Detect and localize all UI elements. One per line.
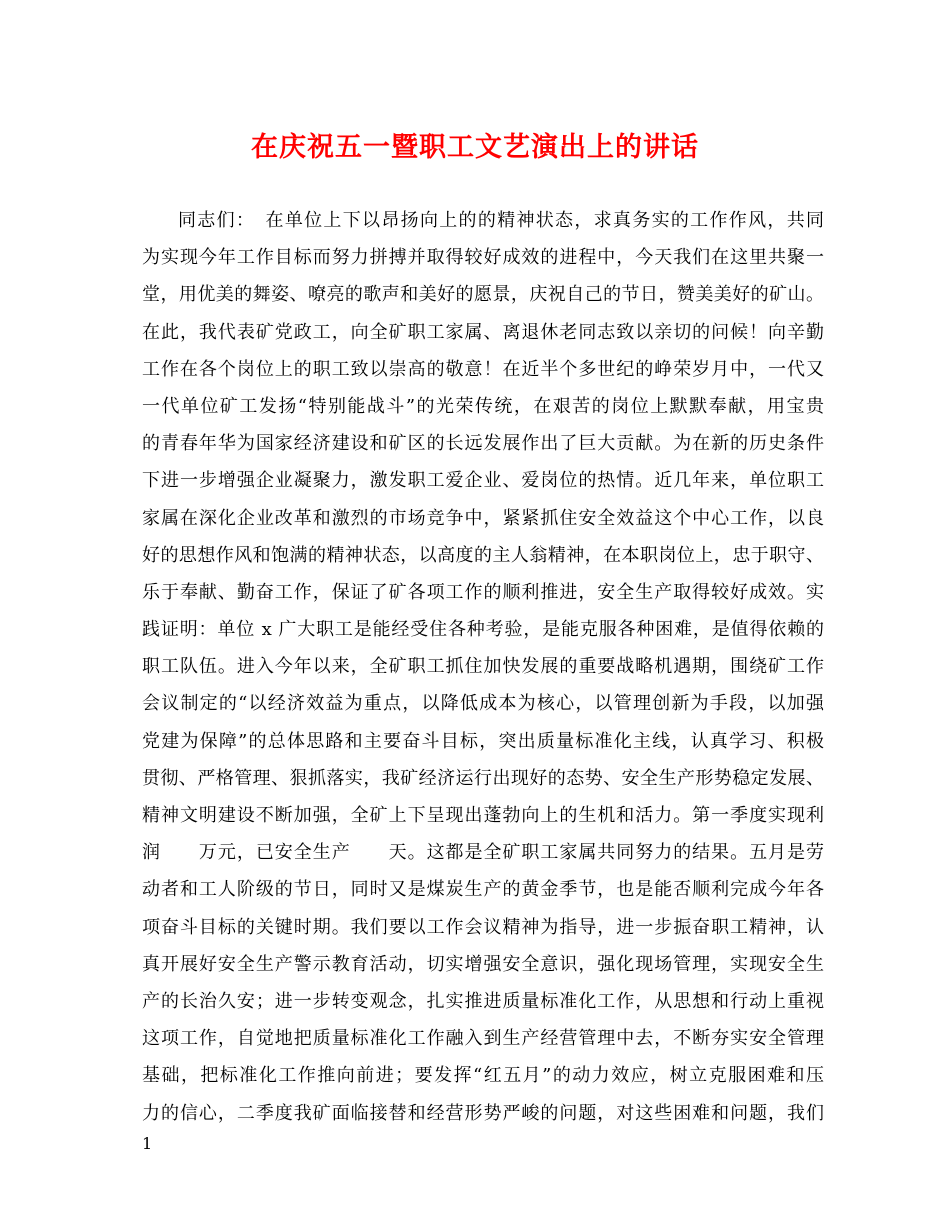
paragraph-line: 工作在各个岗位上的职工致以崇高的敬意！在近半个多世纪的峥荣岁月中，一代又 bbox=[142, 358, 824, 380]
paragraph-line: 真开展好安全生产警示教育活动，切实增强安全意识，强化现场管理，实现安全生 bbox=[142, 953, 824, 975]
paragraph-line: 会议制定的“以经济效益为重点，以降低成本为核心，以管理创新为手段，以加强 bbox=[142, 693, 824, 715]
paragraph-line: 践证明：单位 x 广大职工是能经受住各种考验，是能克服各种困难，是值得依赖的 bbox=[142, 619, 824, 641]
paragraph-line: 动者和工人阶级的节日，同时又是煤炭生产的黄金季节，也是能否顺利完成今年各 bbox=[142, 879, 824, 901]
page-number: 1 bbox=[142, 1134, 153, 1153]
paragraph-line: 堂，用优美的舞姿、嘹亮的歌声和美好的愿景，庆祝自己的节日，赞美美好的矿山。 bbox=[142, 284, 824, 306]
paragraph-line: 为实现今年工作目标而努力拼搏并取得较好成效的进程中，今天我们在这里共聚一 bbox=[142, 247, 824, 269]
paragraph-line: 党建为保障”的总体思路和主要奋斗目标，突出质量标准化主线，认真学习、积极 bbox=[142, 730, 824, 752]
paragraph-line: 在此，我代表矿党政工，向全矿职工家属、离退休老同志致以亲切的问候！向辛勤 bbox=[142, 321, 824, 343]
paragraph-line: 的青春年华为国家经济建设和矿区的长远发展作出了巨大贡献。为在新的历史条件 bbox=[142, 433, 824, 455]
paragraph-line: 职工队伍。进入今年以来，全矿职工抓住加快发展的重要战略机遇期，围绕矿工作 bbox=[142, 656, 824, 678]
paragraph-line: 乐于奉献、勤奋工作，保证了矿各项工作的顺利推进，安全生产取得较好成效。实 bbox=[142, 581, 824, 603]
paragraph-line: 项奋斗目标的关键时期。我们要以工作会议精神为指导，进一步振奋职工精神，认 bbox=[142, 916, 824, 938]
paragraph-line: 精神文明建设不断加强，全矿上下呈现出蓬勃向上的生机和活力。第一季度实现利 bbox=[142, 805, 824, 826]
paragraph-line: 家属在深化企业改革和激烈的市场竞争中，紧紧抓住安全效益这个中心工作，以良 bbox=[142, 507, 824, 529]
paragraph-line: 贯彻、严格管理、狠抓落实，我矿经济运行出现好的态势、安全生产形势稳定发展、 bbox=[142, 767, 824, 789]
paragraph-line: 同志们： 在单位上下以昂扬向上的的精神状态，求真务实的工作作风，共同 bbox=[178, 210, 824, 231]
document-title: 在庆祝五一暨职工文艺演出上的讲话 bbox=[251, 132, 699, 163]
paragraph-line: 这项工作，自觉地把质量标准化工作融入到生产经营管理中去，不断夯实安全管理 bbox=[142, 1028, 824, 1050]
paragraph-line: 下进一步增强企业凝聚力，激发职工爱企业、爱岗位的热情。近几年来，单位职工 bbox=[142, 470, 824, 492]
paragraph-line: 产的长治久安；进一步转变观念，扎实推进质量标准化工作，从思想和行动上重视 bbox=[142, 990, 824, 1012]
paragraph-line: 润 万元，已安全生产 天。这都是全矿职工家属共同努力的结果。五月是劳 bbox=[142, 842, 824, 864]
paragraph-line: 基础，把标准化工作推向前进；要发挥“红五月”的动力效应，树立克服困难和压 bbox=[142, 1065, 824, 1087]
document-body bbox=[142, 202, 824, 1132]
paragraph-line: 好的思想作风和饱满的精神状态，以高度的主人翁精神，在本职岗位上，忠于职守、 bbox=[142, 544, 824, 566]
paragraph-line: 一代单位矿工发扬“特别能战斗”的光荣传统，在艰苦的岗位上默默奉献，用宝贵 bbox=[142, 395, 824, 417]
paragraph-line: 力的信心，二季度我矿面临接替和经营形势严峻的问题，对这些困难和问题，我们 bbox=[142, 1102, 824, 1124]
